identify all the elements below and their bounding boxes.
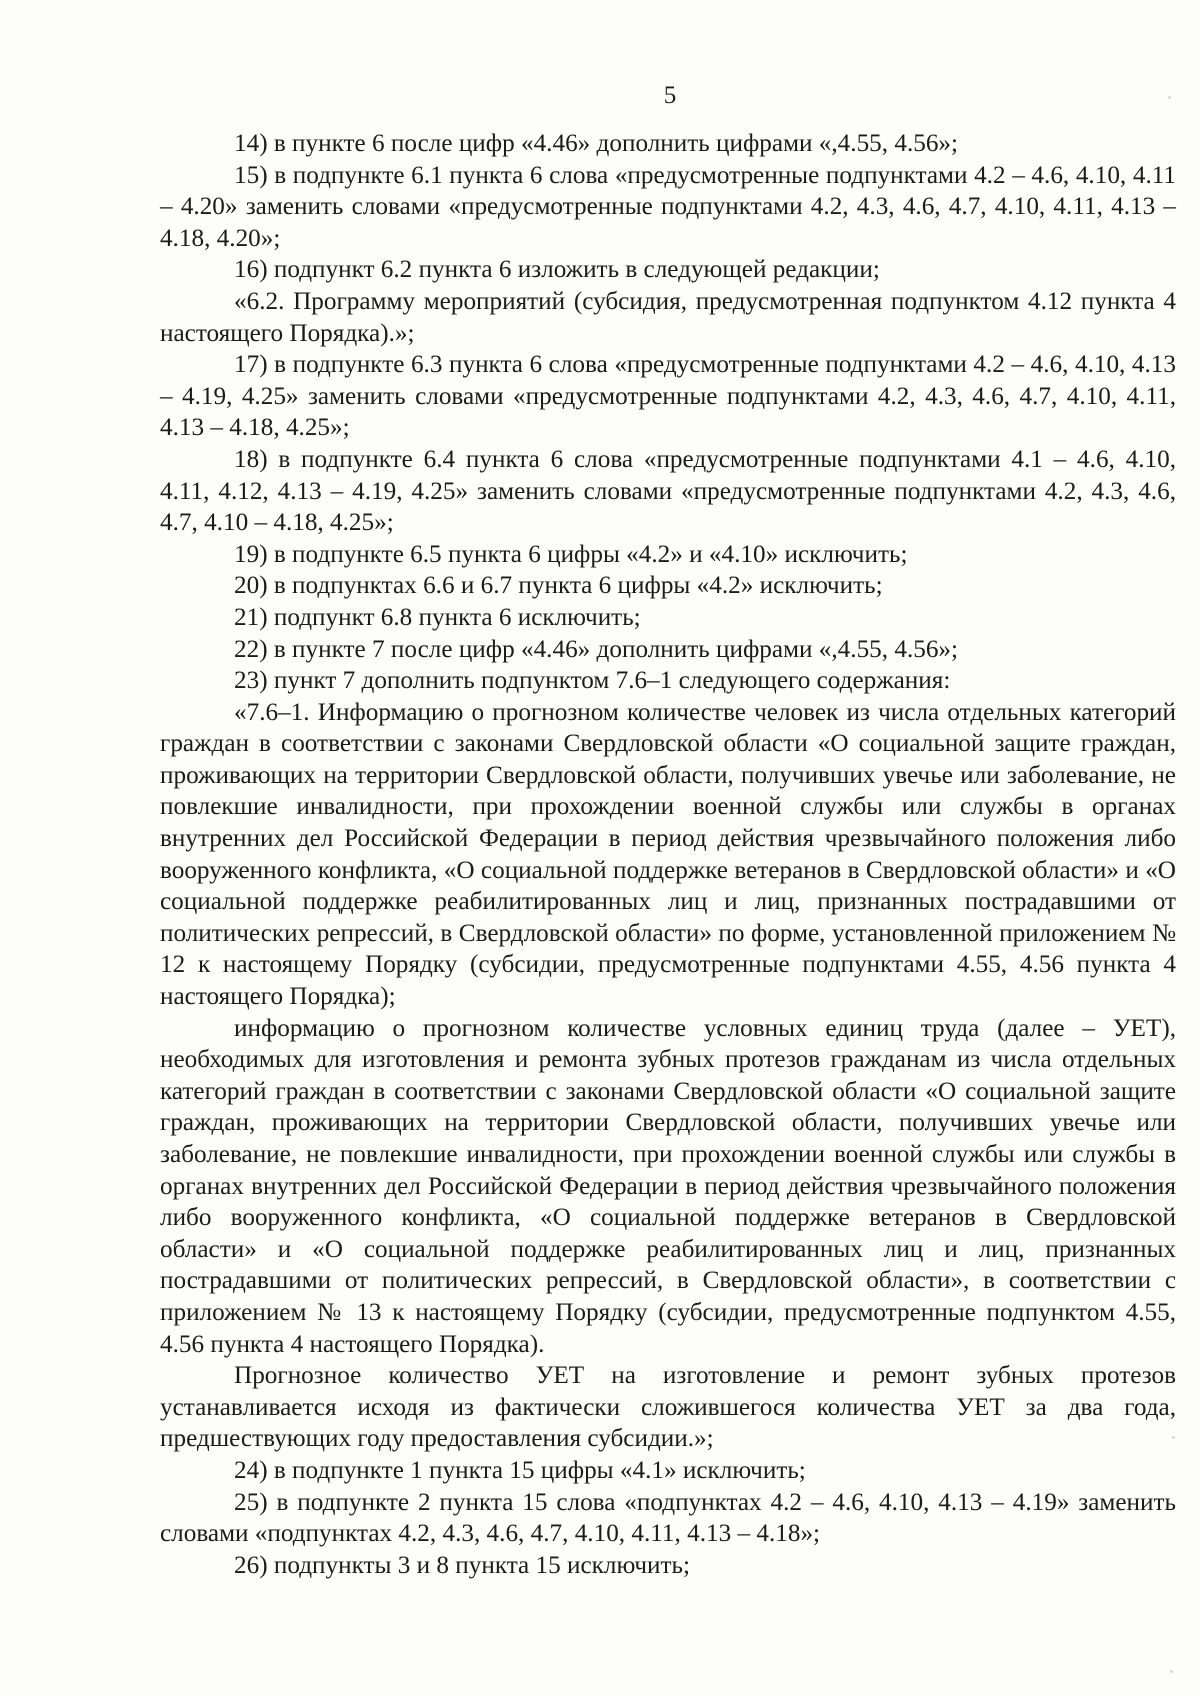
- paragraph-item-16: 16) подпункт 6.2 пункта 6 изложить в следующей редакции;: [234, 256, 880, 284]
- paragraph-item-25: 25) в подпункте 2 пункта 15 слова «подпунктах 4.2 – 4.6, 4.10, 4.13 – 4.19» заменить словами «подпунктах 4.2, 4.3, 4.6, 4.7, 4.10, 4.11, 4.13 – 4.18»;: [160, 1488, 1176, 1548]
- scan-speck: [1168, 96, 1171, 99]
- paragraph-item-15: 15) в подпункте 6.1 пункта 6 слова «предусмотренные подпунктами 4.2 – 4.6, 4.10, 4.11 – 4.20» заменить словами «предусмотренные подпунктами 4.2, 4.3, 4.6, 4.7, 4.10, 4.11, 4.13 – 4.18, 4.20»;: [160, 161, 1176, 252]
- paragraph-item-19: 19) в подпункте 6.5 пункта 6 цифры «4.2» и «4.10» исключить;: [234, 540, 908, 568]
- paragraph-uet-info: информацию о прогнозном количестве условных единиц труда (далее – УЕТ), необходимых для изготовления и ремонта зубных протезов гражданам из числа отдельных категорий граждан в соответствии с законами Свердловской области «О социальной защите граждан, проживающих на территории Свердловской области, получивших увечье или заболевание, не повлекшие инвалидности, при прохождении военной службы или службы в органах внутренних дел Российской Федерации в период действия чрезвычайного положения либо вооруженного конфликта, «О социальной поддержке ветеранов в Свердловской области» и «О социальной поддержке реабилитированных лиц и лиц, признанных пострадавшими от политических репрессий, в Свердловской области», в соответствии с приложением № 13 к настоящему Порядку (субсидии, предусмотренные подпунктом 4.55, 4.56 пункта 4 настоящего Порядка).: [160, 1014, 1176, 1358]
- paragraph-item-22: 22) в пункте 7 после цифр «4.46» дополнить цифрами «,4.55, 4.56»;: [234, 635, 959, 663]
- paragraph-quote-7-6-1: «7.6–1. Информацию о прогнозном количестве человек из числа отдельных категорий граждан в соответствии с законами Свердловской области «О социальной защите граждан, проживающих на территории Свердловской области, получивших увечье или заболевание, не повлекшие инвалидности, при прохождении военной службы или службы в органах внутренних дел Российской Федерации в период действия чрезвычайного положения либо вооруженного конфликта, «О социальной поддержке ветеранов в Свердловской области» и «О социальной поддержке реабилитированных лиц и лиц, признанных пострадавшими от политических репрессий, в Свердловской области» по форме, установленной приложением № 12 к настоящему Порядку (субсидии, предусмотренные подпунктами 4.55, 4.56 пункта 4 настоящего Порядка);: [160, 698, 1176, 1011]
- page-number: 5: [663, 82, 677, 109]
- scan-speck: [1170, 1670, 1173, 1673]
- paragraph-item-24: 24) в подпункте 1 пункта 15 цифры «4.1» исключить;: [234, 1456, 806, 1484]
- document-body: [160, 128, 1176, 1581]
- scan-speck: [1172, 1436, 1175, 1439]
- paragraph-item-18: 18) в подпункте 6.4 пункта 6 слова «предусмотренные подпунктами 4.1 – 4.6, 4.10, 4.11, 4.12, 4.13 – 4.19, 4.25» заменить словами «предусмотренные подпунктами 4.2, 4.3, 4.6, 4.7, 4.10 – 4.18, 4.25»;: [160, 445, 1176, 537]
- paragraph-item-26: 26) подпункты 3 и 8 пункта 15 исключить;: [234, 1551, 690, 1579]
- paragraph-item-21: 21) подпункт 6.8 пункта 6 исключить;: [234, 603, 641, 631]
- paragraph-item-23: 23) пункт 7 дополнить подпунктом 7.6–1 следующего содержания:: [234, 667, 951, 695]
- paragraph-item-17: 17) в подпункте 6.3 пункта 6 слова «предусмотренные подпунктами 4.2 – 4.6, 4.10, 4.13 – 4.19, 4.25» заменить словами «предусмотренные подпунктами 4.2, 4.3, 4.6, 4.7, 4.10, 4.11, 4.13 – 4.18, 4.25»;: [160, 351, 1176, 442]
- paragraph-quote-6-2: «6.2. Программу мероприятий (субсидия, предусмотренная подпунктом 4.12 пункта 4 настоящего Порядка).»;: [160, 287, 1176, 347]
- paragraph-item-20: 20) в подпунктах 6.6 и 6.7 пункта 6 цифры «4.2» исключить;: [234, 572, 883, 600]
- paragraph-item-14: 14) в пункте 6 после цифр «4.46» дополнить цифрами «,4.55, 4.56»;: [234, 130, 959, 157]
- paragraph-uet-forecast: Прогнозное количество УЕТ на изготовление и ремонт зубных протезов устанавливается исходя из фактически сложившегося количества УЕТ за два года, предшествующих году предоставления субсидии.»;: [160, 1362, 1176, 1453]
